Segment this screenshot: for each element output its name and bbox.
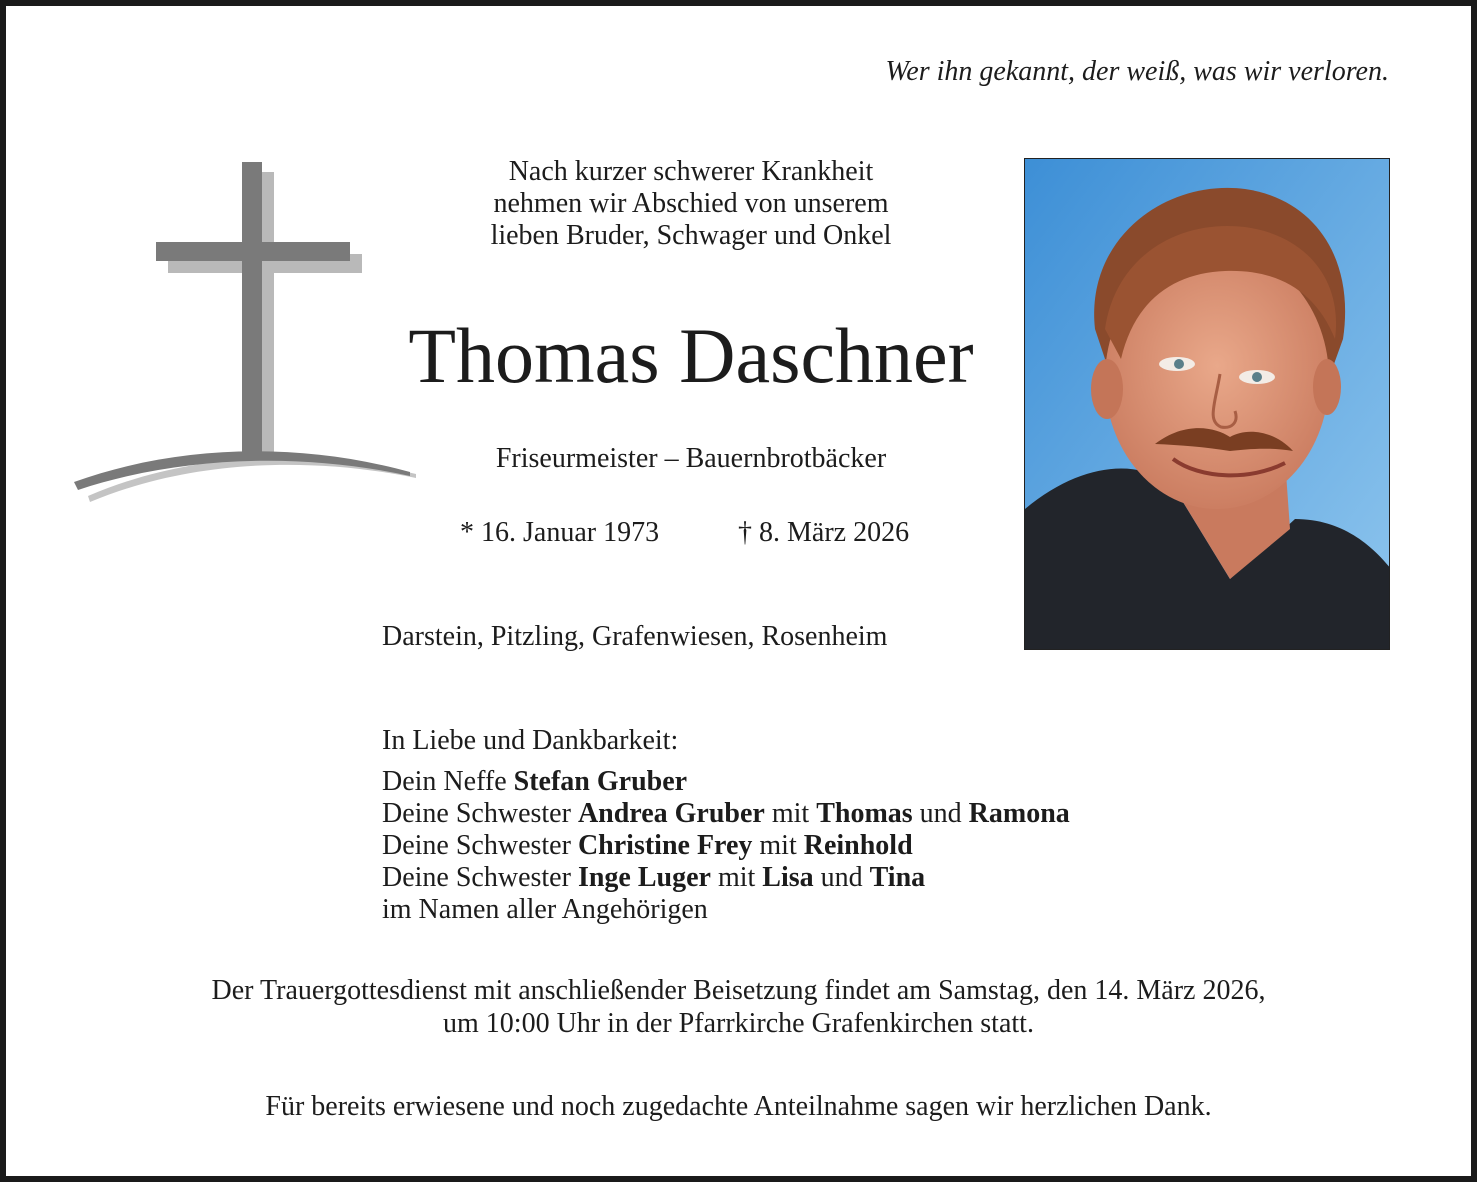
intro-text [386,156,996,252]
mourner-line: Deine Schwester Inge Luger mit Lisa und Tina [382,862,926,893]
mourners-list [382,766,1070,926]
intro-line: nehmen wir Abschied von unserem [493,188,889,219]
portrait-photo [1024,158,1390,650]
death-date: † 8. März 2026 [738,517,910,548]
places: Darstein, Pitzling, Grafenwiesen, Rosenheim [382,621,888,652]
mourner-name: Thomas [816,798,913,829]
funeral-service-info [6,974,1471,1040]
mourner-line: Dein Neffe Stefan Gruber [382,766,688,797]
intro-line: lieben Bruder, Schwager und Onkel [490,220,892,251]
mourner-line: im Namen aller Angehörigen [382,894,708,925]
mourner-name: Stefan Gruber [513,766,688,797]
mourner-name: Reinhold [803,830,913,861]
mourner-line: Deine Schwester Christine Frey mit Reinhold [382,830,913,861]
thanks-note: Für bereits erwiesene und noch zugedachte Anteilnahme sagen wir herzlichen Dank. [265,1091,1212,1122]
closing-phrase: In Liebe und Dankbarkeit: [382,725,679,756]
mourner-name: Andrea Gruber [577,798,765,829]
mourner-line: Deine Schwester Andrea Gruber mit Thomas und Ramona [382,798,1070,829]
mourner-name: Tina [869,862,926,893]
intro-line: Nach kurzer schwerer Krankheit [508,156,874,187]
memorial-quote: Wer ihn gekannt, der weiß, was wir verloren. [885,56,1389,87]
deceased-name: Thomas Daschner [408,312,974,399]
mourner-name: Ramona [968,798,1070,829]
service-line: um 10:00 Uhr in der Pfarrkirche Grafenkirchen statt. [443,1008,1034,1039]
profession: Friseurmeister – Bauernbrotbäcker [495,443,887,474]
mourner-name: Christine Frey [577,830,753,861]
service-line: Der Trauergottesdienst mit anschließender Beisetzung findet am Samstag, den 14. März 2026, [211,975,1266,1006]
mourner-name: Lisa [762,862,814,893]
birth-date: * 16. Januar 1973 [460,517,660,548]
mourner-name: Inge Luger [577,862,711,893]
